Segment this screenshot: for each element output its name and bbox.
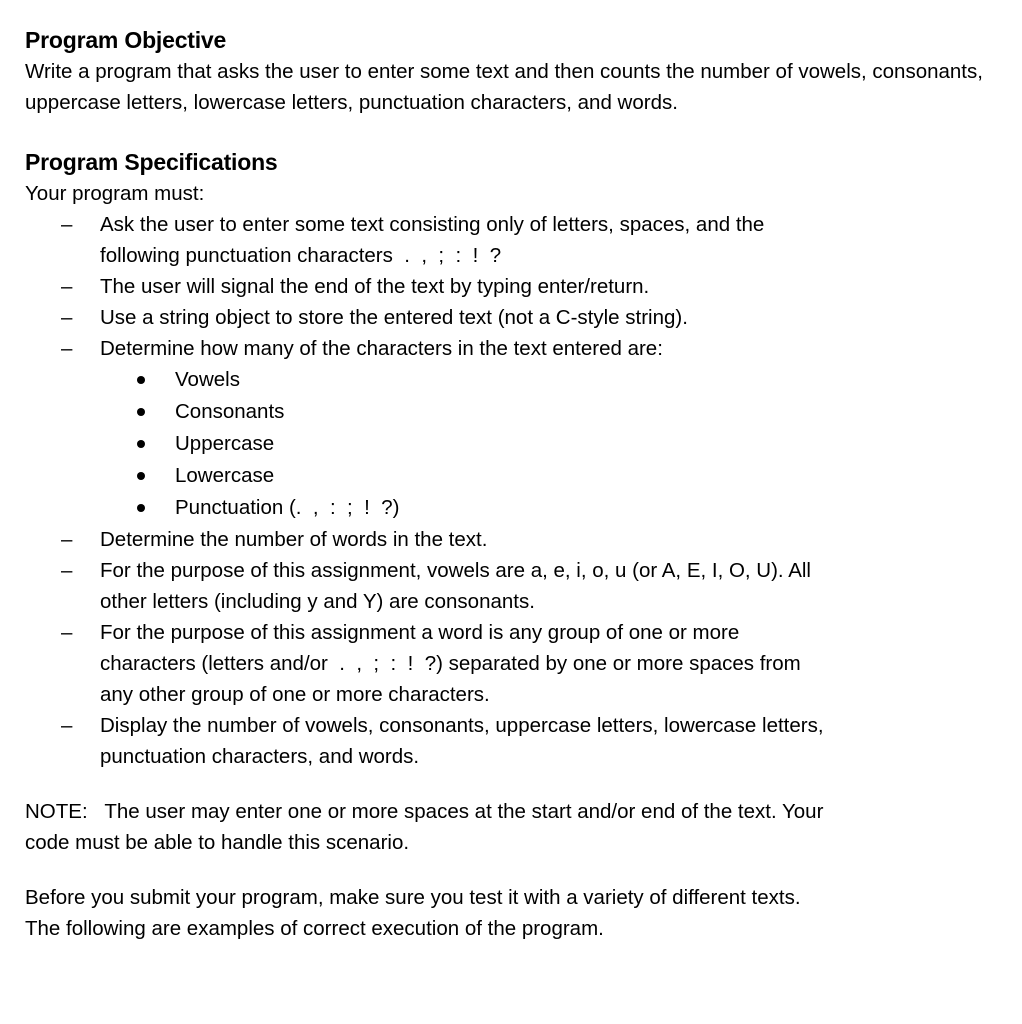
spec-item-3	[25, 302, 985, 333]
spec-item-8	[25, 710, 985, 772]
bullet-icon	[137, 440, 145, 448]
spec-item-line: Determine how many of the characters in the text entered are:	[100, 337, 663, 360]
dash-marker: –	[61, 714, 73, 737]
spacer	[25, 772, 985, 796]
note-line: code must be able to handle this scenario.	[25, 831, 410, 854]
category-item	[25, 460, 985, 492]
spec-item-line: Use a string object to store the entered text (not a C-style string).	[100, 306, 688, 329]
spec-item-line: Display the number of vowels, consonants, uppercase letters, lowercase letters,	[100, 714, 824, 737]
spacer	[25, 858, 985, 882]
closing-line: Before you submit your program, make sure you test it with a variety of different texts.	[25, 886, 801, 909]
spec-item-line: Ask the user to enter some text consisting only of letters, spaces, and the	[100, 213, 765, 236]
spec-item-line: Determine the number of words in the text.	[100, 528, 488, 551]
spec-item-line: The user will signal the end of the text by typing enter/return.	[100, 275, 650, 298]
spec-item-7	[25, 617, 985, 710]
dash-marker: –	[61, 528, 73, 551]
bullet-icon	[137, 376, 145, 384]
category-label: Punctuation (. , : ; ! ?)	[175, 496, 400, 519]
dash-marker: –	[61, 275, 73, 298]
spec-item-line: other letters (including y and Y) are consonants.	[100, 590, 535, 613]
objective-heading: Program Objective	[25, 27, 227, 53]
specifications-list-continued	[25, 524, 985, 772]
category-label: Uppercase	[175, 432, 275, 455]
spec-item-5	[25, 524, 985, 555]
bullet-icon	[137, 408, 145, 416]
dash-marker: –	[61, 621, 73, 644]
spec-item-line: characters (letters and/or . , ; : ! ?) separated by one or more spaces from	[100, 652, 801, 675]
category-label: Consonants	[175, 400, 285, 423]
dash-marker: –	[61, 306, 73, 329]
spec-item-2	[25, 271, 985, 302]
category-item	[25, 428, 985, 460]
category-item	[25, 396, 985, 428]
dash-marker: –	[61, 213, 73, 236]
character-categories-list	[25, 364, 985, 524]
document-page	[25, 24, 985, 944]
dash-marker: –	[61, 559, 73, 582]
category-item	[25, 364, 985, 396]
spec-item-line: For the purpose of this assignment a word is any group of one or more	[100, 621, 740, 644]
spec-item-line: For the purpose of this assignment, vowels are a, e, i, o, u (or A, E, I, O, U). All	[100, 559, 811, 582]
specifications-heading: Program Specifications	[25, 149, 278, 175]
category-label: Lowercase	[175, 464, 275, 487]
specifications-list	[25, 209, 985, 364]
dash-marker: –	[61, 337, 73, 360]
spec-item-line: punctuation characters, and words.	[100, 745, 420, 768]
spacer	[25, 118, 985, 146]
specifications-intro: Your program must:	[25, 182, 205, 205]
category-label: Vowels	[175, 368, 240, 391]
objective-text: Write a program that asks the user to enter some text and then counts the number of vowels, consonants, uppercase letters, lowercase letters, punctuation characters, and words.	[25, 60, 983, 114]
spec-item-4	[25, 333, 985, 364]
closing-line: The following are examples of correct execution of the program.	[25, 917, 604, 940]
spec-item-line: following punctuation characters . , ; : ! ?	[100, 244, 502, 267]
note-line: NOTE: The user may enter one or more spaces at the start and/or end of the text. Your	[25, 800, 824, 823]
bullet-icon	[137, 472, 145, 480]
spec-item-line: any other group of one or more characters.	[100, 683, 490, 706]
spec-item-1	[25, 209, 985, 271]
spec-item-6	[25, 555, 985, 617]
category-item	[25, 492, 985, 524]
bullet-icon	[137, 504, 145, 512]
